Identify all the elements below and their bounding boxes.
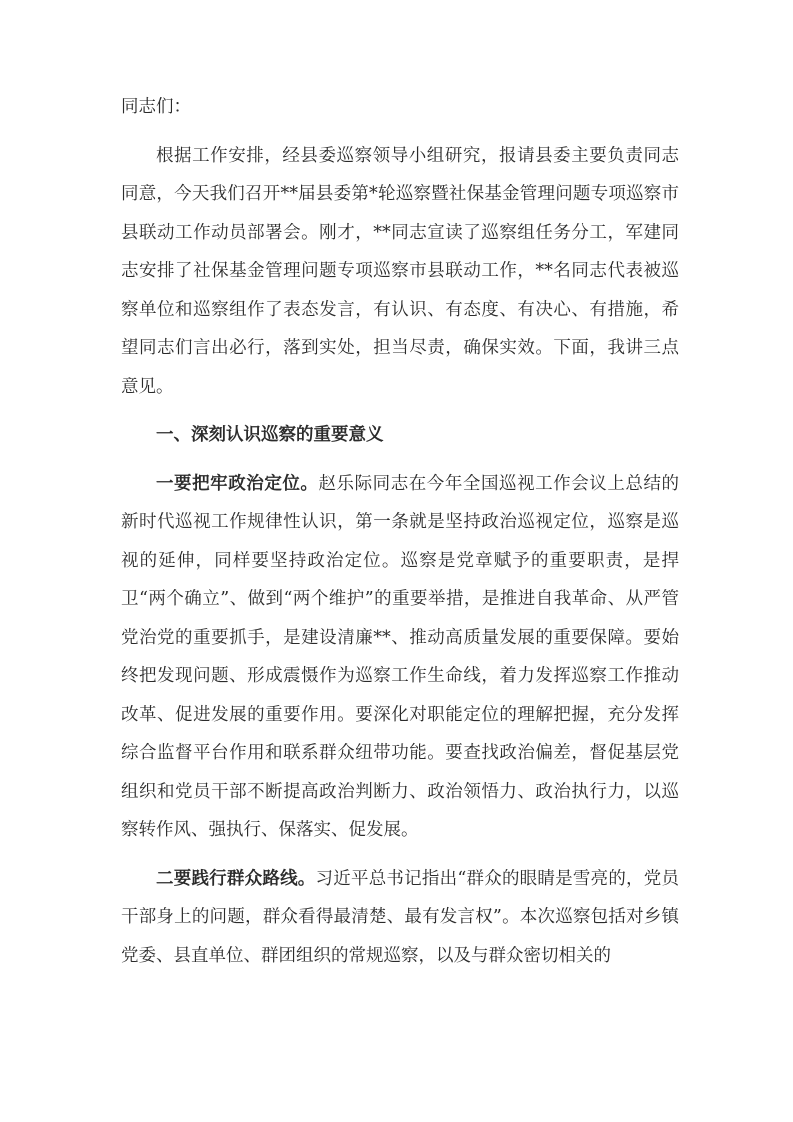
point-1-body: 赵乐际同志在今年全国巡视工作会议上总结的新时代巡视工作规律性认识，第一条就是坚持政治巡视定位，巡察是巡视的延伸，同样要坚持政治定位。巡察是党章赋予的重要职责，是捍卫“两个确立”、做到“两个维护”的重要举措，是推进自我革命、从严管党治党的重要抓手，是建设清廉**、推动高质量发展的重要保障。要始终把发现问题、形成震慑作为巡察工作生命线，着力发挥巡察工作推动改革、促进发展的重要作用。要深化对职能定位的理解把握，充分发挥综合监督平台作用和联系群众纽带功能。要查找政治偏差，督促基层党组织和党员干部不断提高政治判断力、政治领悟力、政治执行力，以巡察转作风、强执行、保落实、促发展。 xyxy=(121,473,680,840)
section-heading-1: 一、深刻认识巡察的重要意义 xyxy=(156,425,384,445)
point-2-paragraph xyxy=(121,860,679,976)
point-1-lead: 一要把牢政治定位。 xyxy=(156,473,319,494)
salutation: 同志们： xyxy=(121,97,191,117)
point-2-body: 习近平总书记指出“群众的眼睛是雪亮的，党员干部身上的问题，群众看得最清楚、最有发言权”。本次巡察包括对乡镇党委、县直单位、群团组织的常规巡察，以及与群众密切相关的 xyxy=(121,868,679,966)
point-1-paragraph xyxy=(121,465,679,850)
document-body xyxy=(121,88,679,985)
point-2-lead: 二要践行群众路线。 xyxy=(156,868,316,889)
intro-paragraph: 根据工作安排，经县委巡察领导小组研究，报请县委主要负责同志同意，今天我们召开**届县委第*轮巡察暨社保基金管理问题专项巡察市县联动工作动员部署会。刚才，**同志宣读了巡察组任务分工，军建同志安排了社保基金管理问题专项巡察市县联动工作，**名同志代表被巡察单位和巡察组作了表态发言，有认识、有态度、有决心、有措施，希望同志们言出必行，落到实处，担当尽责，确保实效。下面，我讲三点意见。 xyxy=(121,145,679,397)
